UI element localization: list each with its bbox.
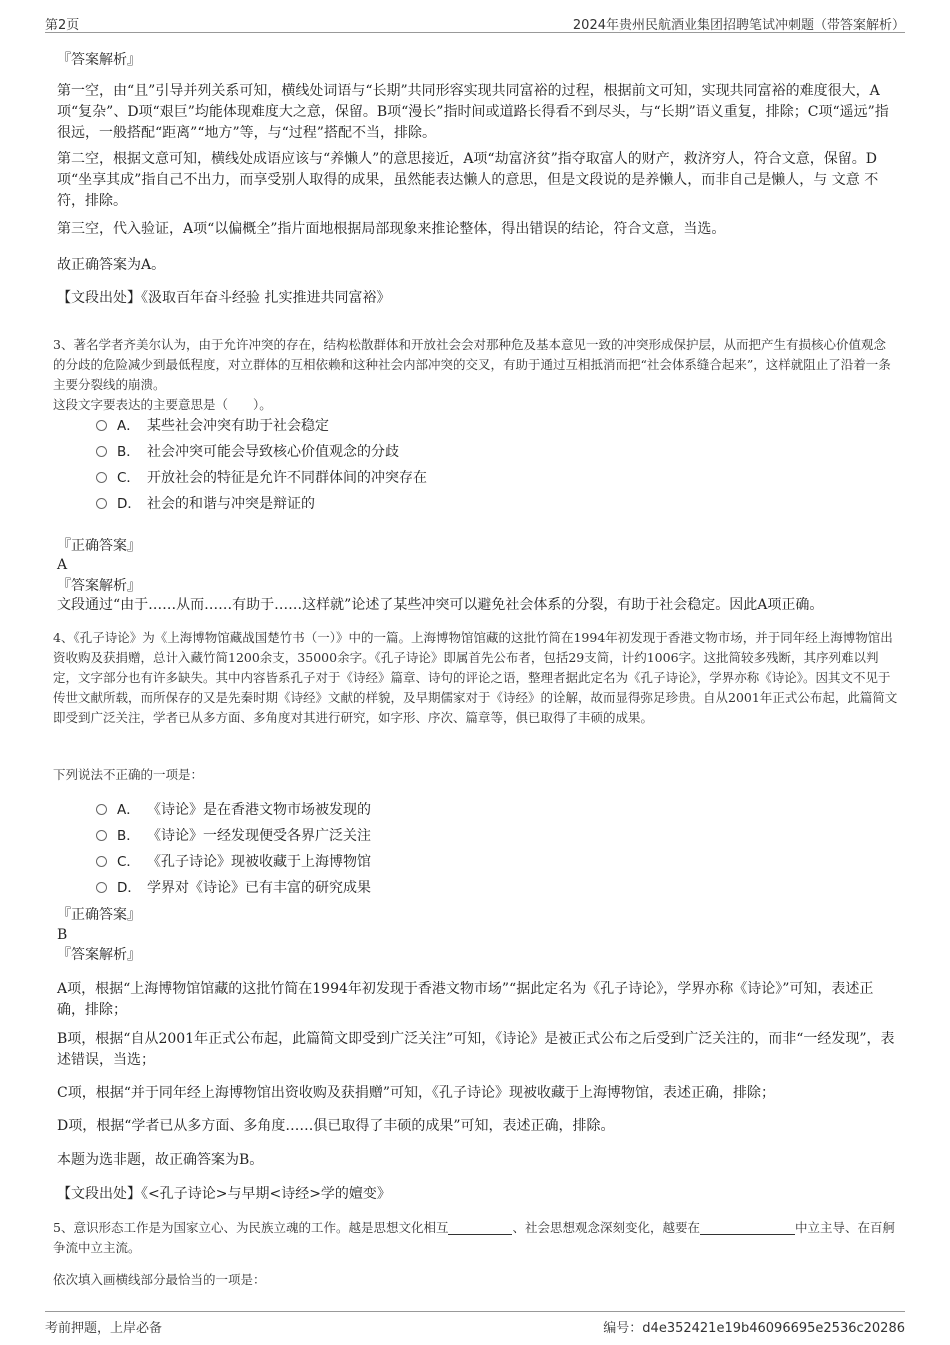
- question-prompt: 依次填入画横线部分最恰当的一项是：: [53, 1272, 266, 1287]
- option-a[interactable]: [96, 416, 329, 436]
- analysis-heading: 『答案解析』: [57, 52, 141, 68]
- answer-conclusion: 本题为选非题，故正确答案为B。: [57, 1152, 264, 1168]
- document-id: 编号：d4e352421e19b46096695e2536c20286: [603, 1321, 905, 1336]
- radio-button[interactable]: [96, 856, 107, 867]
- question-prompt: 下列说法不正确的一项是：: [53, 767, 204, 782]
- option-c[interactable]: [96, 468, 427, 488]
- analysis-heading: 『答案解析』: [57, 947, 141, 963]
- radio-button[interactable]: [96, 830, 107, 841]
- option-text: 《诗论》是在香港文物市场被发现的: [147, 802, 371, 818]
- radio-button[interactable]: [96, 420, 107, 431]
- analysis-paragraph: D项，根据“学者已从多方面、多角度……俱已取得了丰硕的成果”可知，表述正确，排除。: [57, 1118, 615, 1134]
- stem-text: 、社会思想观念深刻变化，越要在: [512, 1220, 700, 1235]
- option-b[interactable]: [96, 826, 371, 846]
- option-text: 社会冲突可能会导致核心价值观念的分歧: [147, 444, 399, 460]
- correct-answer: B: [57, 927, 68, 943]
- option-a[interactable]: [96, 800, 371, 820]
- option-text: 《诗论》一经发现便受各界广泛关注: [147, 828, 371, 844]
- option-text: 开放社会的特征是允许不同群体间的冲突存在: [147, 470, 427, 486]
- stem-text: 5、意识形态工作是为国家立心、为民族立魂的工作。越是思想文化相互: [53, 1220, 449, 1235]
- radio-button[interactable]: [96, 498, 107, 509]
- option-letter: C．: [117, 470, 140, 486]
- option-letter: B．: [117, 828, 140, 844]
- option-letter: A．: [117, 418, 140, 434]
- option-letter: B．: [117, 444, 140, 460]
- radio-button[interactable]: [96, 804, 107, 815]
- question-prompt: 这段文字要表达的主要意思是（ ）。: [53, 397, 272, 412]
- fill-blank: [700, 1220, 795, 1235]
- answer-conclusion: 故正确答案为A。: [57, 257, 166, 273]
- option-b[interactable]: [96, 442, 399, 462]
- correct-answer-heading: 『正确答案』: [57, 907, 141, 923]
- page-number: 第2页: [45, 18, 80, 33]
- analysis-paragraph: 第三空，代入验证，A项“以偏概全”指片面地根据局部现象来推论整体，得出错误的结论，符合文意，当选。: [57, 221, 726, 237]
- question-stem: 3、著名学者齐美尔认为，由于允许冲突的存在，结构松散群体和开放社会会对那种危及基本意见一致的冲突形成保护层，从而把产生有损核心价值观念的分歧的危险减少到最低程度，对立群体的互相依赖和这种社会内部冲突的交叉，有助于通过互相抵消而把“社会体系缝合起来”，这样就阻止了沿着一条主要分裂线的崩溃。: [53, 337, 891, 392]
- option-letter: D．: [117, 496, 141, 512]
- radio-button[interactable]: [96, 472, 107, 483]
- option-text: 学界对《诗论》已有丰富的研究成果: [147, 880, 371, 896]
- analysis-paragraph: 第一空，由“且”引导并列关系可知，横线处词语与“长期”共同形容实现共同富裕的过程，根据前文可知，实现共同富裕的难度很大，A项“复杂”、D项“艰巨”均能体现难度大之意，保留。B项“漫长”指时间或道路长得看不到尽头，与“长期”语义重复，排除；C项“遥远”指很远，一般搭配“距离”“地方”等，与“过程”搭配不当，排除。: [57, 83, 889, 141]
- analysis-paragraph: C项，根据“并于同年经上海博物馆出资收购及获捐赠”可知，《孔子诗论》现被收藏于上海博物馆，表述正确，排除；: [57, 1085, 776, 1101]
- analysis-paragraph: 文段通过“由于……从而……有助于……这样就”论述了某些冲突可以避免社会体系的分裂，有助于社会稳定。因此A项正确。: [57, 597, 824, 613]
- document-title: 2024年贵州民航酒业集团招聘笔试冲刺题（带答案解析）: [572, 18, 905, 33]
- source-citation: 【文段出处】《汲取百年奋斗经验 扎实推进共同富裕》: [57, 290, 391, 306]
- option-letter: D．: [117, 880, 141, 896]
- option-text: 某些社会冲突有助于社会稳定: [147, 418, 329, 434]
- radio-button[interactable]: [96, 446, 107, 457]
- analysis-paragraph: 第二空，根据文意可知，横线处成语应该与“养懒人”的意思接近，A项“劫富济贫”指夺取富人的财产，救济穷人，符合文意，保留。D项“坐享其成”指自己不出力，而享受别人取得的成果，虽然能表达懒人的意思，但是文段说的是养懒人，而非自己是懒人，与 文意 不符，排除。: [57, 151, 879, 209]
- stem-text: 中立主导、在百舸争流中立主流。: [53, 1220, 895, 1255]
- option-letter: C．: [117, 854, 140, 870]
- option-d[interactable]: [96, 878, 371, 898]
- analysis-paragraph: A项，根据“上海博物馆馆藏的这批竹简在1994年初发现于香港文物市场”“据此定名为《孔子诗论》，学界亦称《诗论》”可知，表述正确，排除；: [57, 981, 874, 1018]
- correct-answer-heading: 『正确答案』: [57, 538, 141, 554]
- page-header: [45, 10, 905, 33]
- analysis-paragraph: B项，根据“自从2001年正式公布起，此篇简文即受到广泛关注”可知，《诗论》是被正式公布之后受到广泛关注的，而非“一经发现”，表述错误，当选；: [57, 1031, 895, 1068]
- option-text: 《孔子诗论》现被收藏于上海博物馆: [147, 854, 371, 870]
- fill-blank: [448, 1220, 512, 1235]
- footer-slogan: 考前押题，上岸必备: [45, 1321, 163, 1336]
- option-c[interactable]: [96, 852, 371, 872]
- option-letter: A．: [117, 802, 140, 818]
- analysis-heading: 『答案解析』: [57, 578, 141, 594]
- option-text: 社会的和谐与冲突是辩证的: [147, 496, 315, 512]
- radio-button[interactable]: [96, 882, 107, 893]
- correct-answer: A: [57, 557, 68, 573]
- question-stem: [53, 1218, 898, 1258]
- source-citation: 【文段出处】《<孔子诗论>与早期<诗经>学的嬗变》: [57, 1186, 391, 1202]
- question-stem: 4、《孔子诗论》为《上海博物馆藏战国楚竹书（一）》中的一篇。上海博物馆馆藏的这批竹简在1994年初发现于香港文物市场，并于同年经上海博物馆出资收购及获捐赠，总计入藏竹简1200余支，35000余字。《孔子诗论》即属首先公布者，包括29支简，计约1006字。这批简较多残断，其序列难以判定，文字部分也有许多缺失。其中内容皆系孔子对于《诗经》篇章、诗句的评论之语，整理者据此定名为《孔子诗论》，学界亦称《诗论》。因其文不见于传世文献所载，而所保存的又是先秦时期《诗经》文献的样貌，及早期儒家对于《诗经》的诠解，故而显得弥足珍贵。自从2001年正式公布起，此篇简文即受到广泛关注，学者已从多方面、多角度对其进行研究，如字形、序次、篇章等，俱已取得了丰硕的成果。: [53, 630, 898, 725]
- option-d[interactable]: [96, 494, 315, 514]
- page-footer: [45, 1311, 905, 1338]
